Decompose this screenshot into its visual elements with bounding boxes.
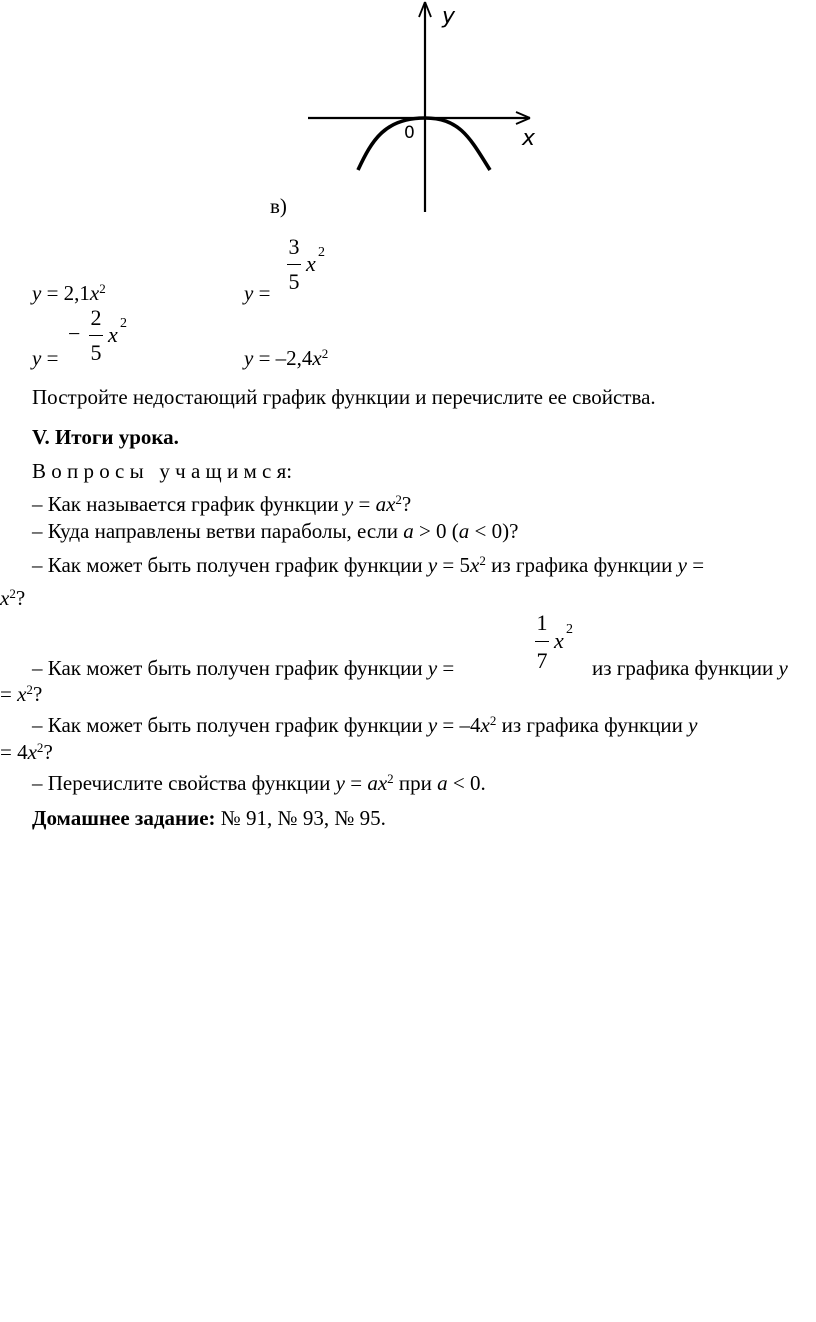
graph-caption: в) — [270, 194, 287, 218]
f4-var: x — [312, 346, 322, 370]
q2-end: < 0)? — [469, 519, 519, 543]
q4-exp2: 2 — [26, 681, 33, 697]
fraction-neg-2-5 — [68, 307, 148, 369]
question-3-line2 — [0, 585, 26, 610]
q4-text: – Как может быть получен график функции — [32, 656, 428, 680]
q3-y2: y — [677, 553, 687, 577]
q1-text: – Как называется график функции — [32, 492, 344, 516]
question-6 — [32, 770, 486, 795]
q4-x1: x — [554, 628, 564, 653]
f2-denominator: 5 — [288, 269, 300, 294]
f3-eq: = — [41, 346, 59, 370]
f2-exp: 2 — [318, 245, 325, 260]
q6-eq: = — [344, 771, 368, 795]
f1-exp: 2 — [99, 280, 106, 296]
f4-exp: 2 — [321, 345, 329, 361]
task-text: Постройте недостающий график функции и перечислите ее свойства. — [32, 385, 656, 409]
fraction-bar — [535, 641, 549, 642]
f3-exp: 2 — [120, 316, 127, 331]
q3-eq2: = — [686, 553, 705, 577]
q3-end: ? — [15, 586, 26, 610]
q4-exp1: 2 — [566, 622, 573, 637]
homework-label: Домашнее задание: — [32, 806, 216, 830]
fraction-3-5 — [284, 236, 344, 298]
q3-exp1: 2 — [479, 552, 486, 568]
q3-x1: x — [470, 553, 480, 577]
q4-from: из графика функции — [592, 656, 779, 680]
fraction-bar — [287, 264, 301, 265]
section-title — [32, 427, 179, 448]
homework-text: № 91, № 93, № 95. — [215, 806, 386, 830]
q1-end: ? — [401, 492, 412, 516]
q4-denominator: 7 — [536, 648, 548, 673]
q5-eq: = –4 — [437, 713, 481, 737]
f3-var: x — [108, 322, 118, 347]
q1-eq: = — [353, 492, 376, 516]
q6-text: – Перечислите свойства функции — [32, 771, 336, 795]
q3-text: – Как может быть получен график функции — [32, 553, 428, 577]
q2-text: – Куда направлены ветви параболы, если — [32, 519, 404, 543]
parabola-graph — [300, 0, 560, 215]
q6-end: < 0. — [447, 771, 486, 795]
q4-x2: x — [17, 682, 27, 706]
q5-exp1: 2 — [489, 712, 497, 728]
q5-end: ? — [43, 740, 53, 764]
q4-numerator: 1 — [536, 610, 548, 635]
questions-heading: В о п р о с ы у ч а щ и м с я: — [32, 459, 293, 483]
f4-y: y — [244, 346, 254, 370]
q3-y1: y — [427, 553, 438, 577]
f2-numerator: 3 — [288, 234, 300, 259]
q1-exp: 2 — [395, 491, 402, 507]
section-title-text: V. Итоги урока. — [32, 425, 179, 449]
f3-numerator: 2 — [90, 305, 102, 330]
q5-y1: y — [427, 713, 438, 737]
q6-ax: ax — [367, 771, 388, 795]
q5-x2: x — [27, 740, 37, 764]
function-3-lhs — [32, 348, 58, 369]
f1-rhs: = 2,1 — [41, 281, 90, 305]
q6-y: y — [335, 771, 345, 795]
f3-denominator: 5 — [90, 340, 102, 365]
f4-rhs: = –2,4 — [253, 346, 313, 370]
q3-exp2: 2 — [9, 585, 16, 601]
question-5-line1 — [32, 712, 698, 737]
f1-var: x — [89, 281, 100, 305]
q3-eq: = 5 — [437, 553, 471, 577]
f2-var: x — [306, 251, 316, 276]
question-4-tail — [592, 658, 788, 679]
q1-ax: ax — [375, 492, 396, 516]
fraction-1-7 — [532, 612, 592, 674]
question-1 — [32, 491, 412, 516]
q5-y2: y — [688, 713, 698, 737]
q6-exp: 2 — [387, 770, 394, 786]
q4-end: ? — [32, 682, 43, 706]
q3-x2: x — [0, 586, 10, 610]
fraction-bar — [89, 335, 103, 336]
question-4-line1 — [32, 658, 454, 679]
q2-mid: > 0 ( — [413, 519, 459, 543]
question-5-line2 — [0, 739, 53, 764]
q5-eq2: = 4 — [0, 740, 28, 764]
function-1 — [32, 280, 106, 305]
q5-exp2: 2 — [36, 739, 44, 755]
function-2-lhs — [244, 283, 270, 304]
q4-eq2: = — [0, 682, 18, 706]
q2-a2: a — [458, 519, 470, 543]
q5-from: из графика функции — [496, 713, 689, 737]
question-2 — [32, 521, 518, 542]
homework — [32, 808, 386, 829]
q3-from: из графика функции — [485, 553, 678, 577]
function-4 — [244, 345, 329, 370]
q4-y1: y — [427, 656, 438, 680]
f3-sign: − — [68, 321, 81, 346]
f2-y: y — [244, 281, 254, 305]
question-3-line1 — [32, 552, 705, 577]
f3-y: y — [32, 346, 42, 370]
q5-x1: x — [480, 713, 490, 737]
f1-y: y — [32, 281, 42, 305]
f2-eq: = — [253, 281, 271, 305]
q4-y2: y — [778, 656, 788, 680]
q4-eq: = — [437, 656, 455, 680]
x-axis-label: x — [522, 126, 536, 151]
origin-label: 0 — [404, 123, 415, 143]
y-axis-label: y — [442, 4, 456, 29]
q1-y: y — [343, 492, 354, 516]
q5-text: – Как может быть получен график функции — [32, 713, 428, 737]
q6-a: a — [437, 771, 448, 795]
q2-a1: a — [403, 519, 414, 543]
question-4-line2 — [0, 681, 43, 706]
q6-when: при — [393, 771, 438, 795]
